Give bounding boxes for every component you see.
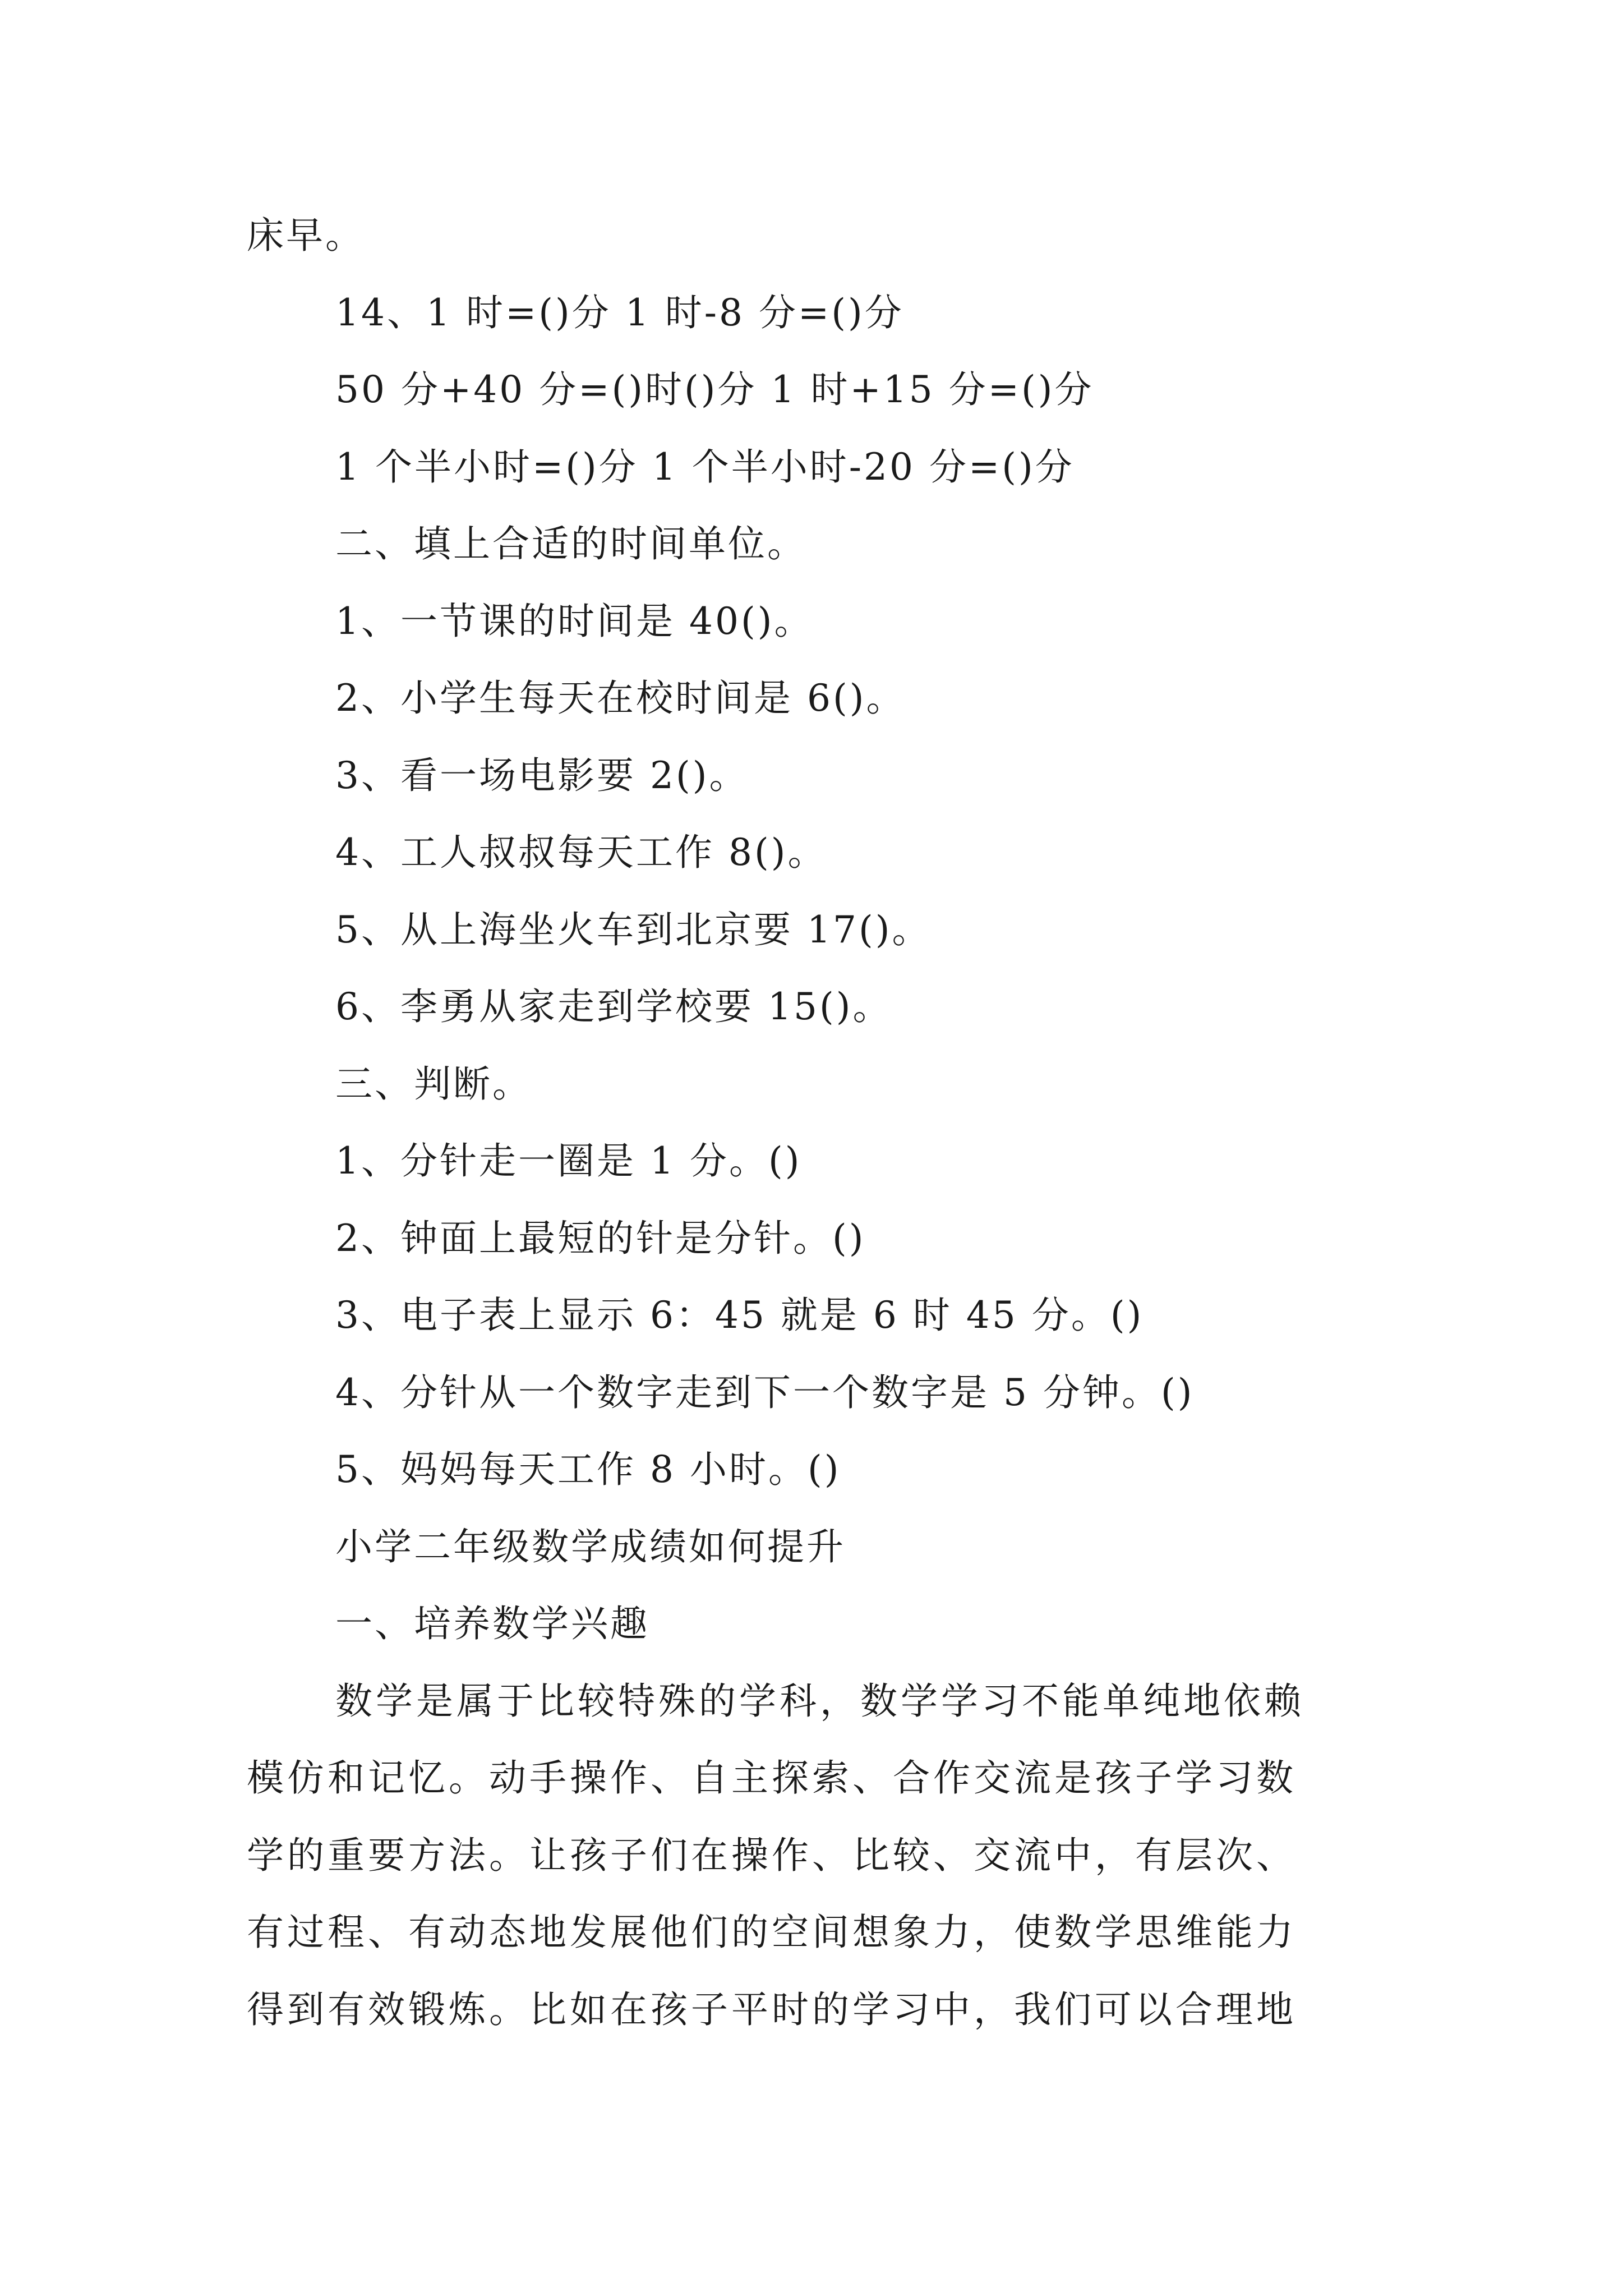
section-3-item-2: 2、钟面上最短的针是分针。() [335, 1217, 866, 1260]
section-3-item-4: 4、分针从一个数字走到下一个数字是 5 分钟。() [335, 1371, 1195, 1414]
section-2-item-3: 3、看一场电影要 2()。 [335, 754, 749, 797]
section-3-item-5: 5、妈妈每天工作 8 小时。() [335, 1448, 841, 1491]
section-2-item-6: 6、李勇从家走到学校要 15()。 [335, 985, 892, 1028]
paragraph-line-2: 模仿和记忆。动手操作、自主探索、合作交流是孩子学习数 [247, 1756, 1297, 1800]
section-heading-3: 三、判断。 [335, 1062, 532, 1106]
article-subheading-1: 一、培养数学兴趣 [335, 1602, 649, 1645]
paragraph-line-3: 学的重要方法。让孩子们在操作、比较、交流中，有层次、 [247, 1834, 1297, 1877]
exercise-14-line-2: 50 分+40 分=()时()分 1 时+15 分=()分 [335, 368, 1094, 411]
paragraph-line-4: 有过程、有动态地发展他们的空间想象力，使数学思维能力 [247, 1911, 1297, 1954]
section-2-item-5: 5、从上海坐火车到北京要 17()。 [335, 908, 932, 951]
section-2-item-4: 4、工人叔叔每天工作 8()。 [335, 831, 827, 874]
paragraph-line-5: 得到有效锻炼。比如在孩子平时的学习中，我们可以合理地 [247, 1988, 1297, 2031]
section-3-item-1: 1、分针走一圈是 1 分。() [335, 1139, 802, 1182]
paragraph-line-1: 数学是属于比较特殊的学科，数学学习不能单纯地依赖 [335, 1680, 1304, 1723]
text-line-continuation: 床早。 [247, 214, 365, 257]
exercise-14-line-1: 14、1 时=()分 1 时-8 分=()分 [335, 291, 904, 334]
section-2-item-2: 2、小学生每天在校时间是 6()。 [335, 677, 906, 720]
section-3-item-3: 3、电子表上显示 6：45 就是 6 时 45 分。() [335, 1294, 1144, 1337]
exercise-14-line-3: 1 个半小时=()分 1 个半小时-20 分=()分 [335, 445, 1075, 489]
section-2-item-1: 1、一节课的时间是 40()。 [335, 600, 814, 643]
article-title: 小学二年级数学成绩如何提升 [335, 1525, 846, 1568]
section-heading-2: 二、填上合适的时间单位。 [335, 522, 806, 565]
